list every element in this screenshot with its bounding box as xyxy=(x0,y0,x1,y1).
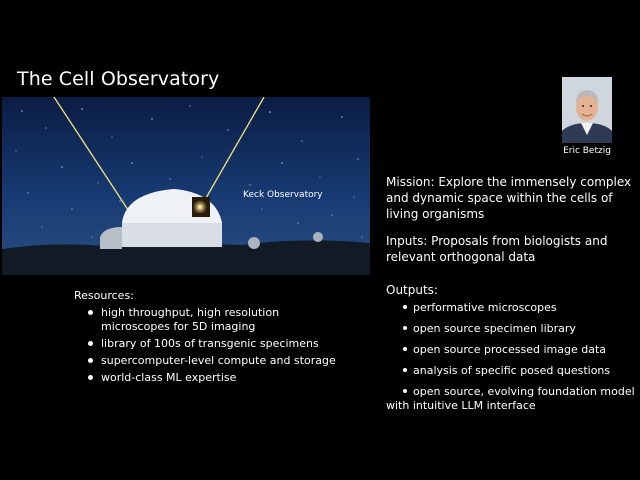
bullet-icon xyxy=(403,326,407,330)
slide-title: The Cell Observatory xyxy=(17,68,220,90)
observatory-image xyxy=(2,97,370,275)
bullet-icon xyxy=(403,347,407,351)
portrait-image xyxy=(562,77,612,143)
list-item xyxy=(386,364,636,378)
list-item xyxy=(74,371,344,385)
list-item xyxy=(386,343,636,357)
bullet-icon xyxy=(88,358,93,363)
bullet-icon xyxy=(403,389,407,393)
bullet-icon xyxy=(88,341,93,346)
outputs-list xyxy=(386,301,636,420)
output-item-text: open source, evolving foundation model with intuitive LLM interface xyxy=(386,385,635,412)
output-item-text: open source specimen library xyxy=(413,322,576,335)
output-item-text: open source processed image data xyxy=(413,343,607,356)
bullet-icon xyxy=(88,310,93,315)
resource-item-text: world-class ML expertise xyxy=(101,371,237,384)
bullet-icon xyxy=(403,305,407,309)
resource-item-text: high throughput, high resolution microscopes for 5D imaging xyxy=(101,306,280,333)
outputs-heading: Outputs: xyxy=(386,283,438,297)
mission-text: Mission: Explore the immensely complex and dynamic space within the cells of living organisms xyxy=(386,175,632,221)
list-item xyxy=(74,354,344,368)
list-item xyxy=(386,301,636,315)
list-item xyxy=(74,306,344,334)
resource-item-text: library of 100s of transgenic specimens xyxy=(101,337,319,350)
list-item xyxy=(386,322,636,336)
list-item xyxy=(386,385,636,413)
eric-betzig-portrait xyxy=(562,77,612,143)
output-item-text: analysis of specific posed questions xyxy=(413,364,611,377)
keck-observatory-label: Keck Observatory xyxy=(243,190,323,200)
inputs-text: Inputs: Proposals from biologists and relevant orthogonal data xyxy=(386,234,608,264)
bullet-icon xyxy=(403,368,407,372)
resource-item-text: supercomputer-level compute and storage xyxy=(101,354,336,367)
portrait-caption: Eric Betzig xyxy=(563,146,611,156)
list-item xyxy=(74,337,344,351)
bullet-icon xyxy=(88,375,93,380)
resources-list xyxy=(74,306,344,388)
output-item-text: performative microscopes xyxy=(413,301,557,314)
keck-observatory-photo xyxy=(2,97,370,275)
resources-heading: Resources: xyxy=(74,289,134,302)
